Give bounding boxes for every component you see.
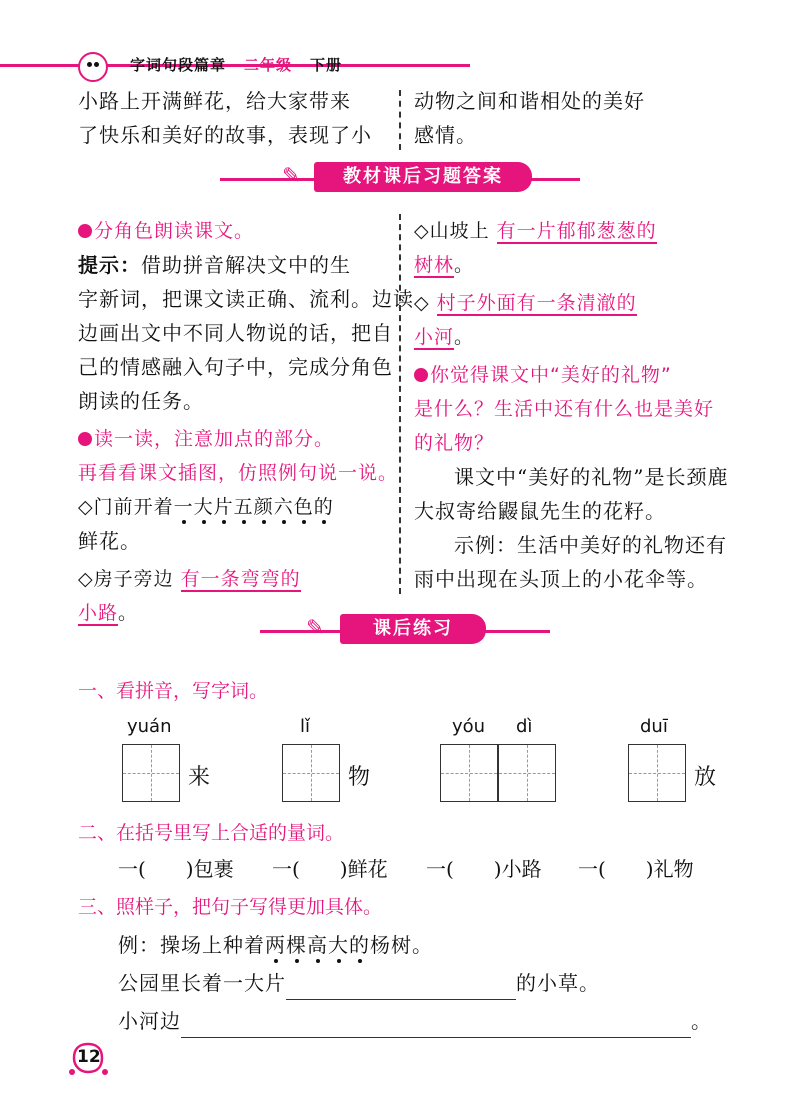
exercises-banner-title: 课后练习 bbox=[340, 614, 486, 644]
answer-blank[interactable] bbox=[286, 973, 516, 1000]
answers-banner bbox=[220, 162, 580, 188]
page-number: 12 bbox=[77, 1047, 101, 1067]
grade-label: 二年级 bbox=[244, 56, 293, 74]
column-divider-top bbox=[399, 90, 401, 150]
section-3-title: 三、照样子，把句子写得更加具体。 bbox=[78, 896, 383, 918]
measure-word-2: 一( )鲜花 bbox=[272, 857, 388, 881]
top-left-line-2: 了快乐和美好的故事，表现了小 bbox=[78, 123, 372, 147]
measure-word-4: 一( )礼物 bbox=[578, 857, 694, 881]
pinyin-li: lǐ bbox=[300, 716, 311, 737]
tip-line-5: 朗读的任务。 bbox=[78, 389, 204, 413]
emphasis-char: 大 bbox=[328, 933, 349, 957]
header-bar bbox=[0, 64, 470, 67]
char-wu: 物 bbox=[348, 765, 371, 790]
answer-3-text-4: 雨中出现在头顶上的小花伞等。 bbox=[414, 567, 708, 591]
emphasis-char: 大 bbox=[193, 496, 214, 518]
bullet-icon bbox=[78, 432, 92, 446]
emphasis-char: 高 bbox=[307, 933, 328, 957]
bullet-icon bbox=[78, 224, 92, 238]
writing-box[interactable] bbox=[282, 744, 340, 802]
exercises-banner bbox=[260, 614, 550, 640]
answer-fill: 有一条弯弯的 bbox=[180, 568, 301, 590]
practice-line-1: 公园里长着一大片 的小草。 bbox=[118, 966, 600, 1000]
pen-icon: ✎ bbox=[306, 616, 325, 641]
answer-fill: 村子外面有一条清澈的 bbox=[436, 292, 637, 314]
practice-line-2: 小河边 。 bbox=[118, 1004, 712, 1038]
char-fang: 放 bbox=[694, 765, 717, 790]
char-lai: 来 bbox=[188, 765, 211, 790]
tip-line-2: 字新词，把课文读正确、流利。边读 bbox=[78, 287, 414, 311]
pinyin-yuan: yuán bbox=[127, 716, 172, 737]
writing-box[interactable] bbox=[440, 744, 498, 802]
writing-box[interactable] bbox=[628, 744, 686, 802]
emphasis-char: 片 bbox=[213, 496, 234, 518]
answer-3-line-2: 树林。 bbox=[414, 254, 475, 276]
top-right-line-2: 感情。 bbox=[414, 123, 477, 147]
emphasis-char: 两 bbox=[265, 933, 286, 957]
section-2-title: 二、在括号里写上合适的量词。 bbox=[78, 822, 345, 844]
volume-label: 下册 bbox=[310, 56, 343, 74]
answer-blank[interactable] bbox=[181, 1011, 691, 1038]
question-1: 分角色朗读课文。 bbox=[78, 214, 393, 248]
answer-2-line-2: 小路。 bbox=[78, 602, 139, 624]
answer-fill: 有一片郁郁葱葱的 bbox=[496, 220, 657, 242]
mascot-icon bbox=[78, 52, 108, 82]
emphasis-char: 棵 bbox=[286, 933, 307, 957]
writing-box[interactable] bbox=[498, 744, 556, 802]
pinyin-di: dì bbox=[516, 716, 533, 737]
pinyin-dui: duī bbox=[640, 716, 668, 737]
bullet-icon bbox=[414, 368, 428, 382]
top-right-line-1: 动物之间和谐相处的美好 bbox=[414, 89, 645, 113]
emphasis-char: 的 bbox=[313, 496, 334, 518]
example-1-line-1: ◇门前开着一大片五颜六色的 bbox=[78, 496, 334, 518]
answer-2-line-1: ◇房子旁边 有一条弯弯的 bbox=[78, 568, 301, 590]
answer-4-line-2: 小河。 bbox=[414, 326, 475, 348]
page-number-badge bbox=[68, 1038, 108, 1078]
answers-right-column bbox=[414, 214, 734, 596]
example-sentence: 例：操场上种着两棵高大的杨树。 bbox=[118, 933, 433, 957]
emphasis-char: 的 bbox=[349, 933, 370, 957]
emphasis-char: 五 bbox=[233, 496, 254, 518]
section-1-title: 一、看拼音，写字词。 bbox=[78, 680, 269, 702]
example-1-line-2: 鲜花。 bbox=[78, 529, 141, 553]
answer-fill: 小河 bbox=[414, 326, 455, 348]
answer-fill: 小路 bbox=[78, 602, 119, 624]
emphasis-char: 六 bbox=[273, 496, 294, 518]
question-3-line-2: 是什么？生活中还有什么也是美好 bbox=[414, 398, 715, 420]
question-2-line-2: 再看看课文插图，仿照例句说一说。 bbox=[78, 462, 399, 484]
answers-banner-title: 教材课后习题答案 bbox=[314, 162, 532, 192]
answer-3-line-1: ◇山坡上 有一片郁郁葱葱的 bbox=[414, 220, 657, 242]
measure-word-3: 一( )小路 bbox=[426, 857, 542, 881]
question-2-line-1: 读一读，注意加点的部分。 bbox=[78, 422, 393, 456]
answer-3-text-2: 大叔寄给鼹鼠先生的花籽。 bbox=[414, 499, 666, 523]
tip-line-1: 提示：借助拼音解决文中的生 bbox=[78, 253, 351, 277]
answer-fill: 树林 bbox=[414, 254, 455, 276]
pen-icon: ✎ bbox=[282, 164, 301, 189]
measure-word-1: 一( )包裹 bbox=[118, 857, 234, 881]
pinyin-you: yóu bbox=[452, 716, 486, 737]
emphasis-char: 色 bbox=[293, 496, 314, 518]
tip-line-4: 己的情感融入句子中，完成分角色 bbox=[78, 355, 393, 379]
question-3-line-1: 你觉得课文中“美好的礼物” bbox=[414, 358, 734, 392]
answer-3-text-1: 课文中“美好的礼物”是长颈鹿 bbox=[454, 465, 729, 489]
tip-line-3: 边画出文中不同人物说的话，把自 bbox=[78, 321, 393, 345]
series-title: 字词句段篇章 bbox=[130, 56, 227, 74]
answer-3-text-3: 示例：生活中美好的礼物还有 bbox=[454, 533, 727, 557]
question-3-line-3: 的礼物？ bbox=[414, 432, 495, 454]
column-divider-answers bbox=[399, 214, 401, 594]
answers-left-column bbox=[78, 214, 414, 630]
writing-box[interactable] bbox=[122, 744, 180, 802]
emphasis-char: 一 bbox=[173, 496, 194, 518]
emphasis-char: 颜 bbox=[253, 496, 274, 518]
answer-4-line-1: ◇ 村子外面有一条清澈的 bbox=[414, 292, 637, 314]
top-left-line-1: 小路上开满鲜花，给大家带来 bbox=[78, 89, 351, 113]
